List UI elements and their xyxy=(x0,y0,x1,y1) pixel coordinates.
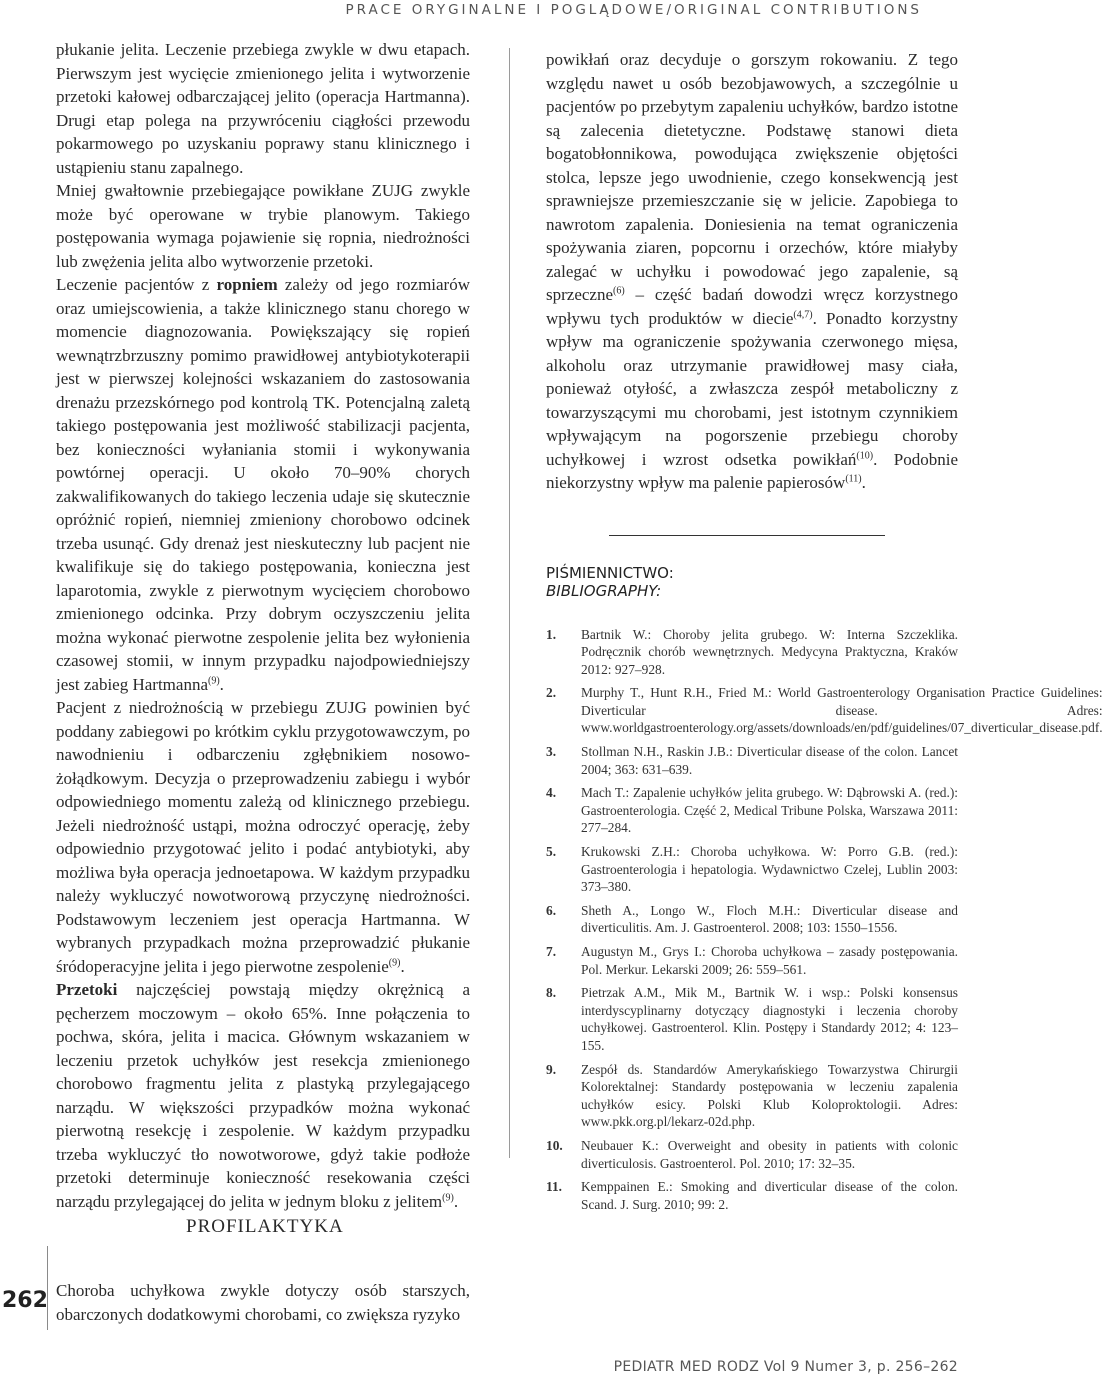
reference-number: 6. xyxy=(546,902,557,918)
reference-number: 2. xyxy=(546,685,557,701)
reference-text: Sheth A., Longo W., Floch M.H.: Diverticular disease and diverticulitis. Am. J. Gastroenterol. 2008; 103: 1550–1556. xyxy=(581,902,958,936)
citation-ref: (9) xyxy=(442,1191,454,1203)
reference-item xyxy=(546,984,958,1054)
text-run: . xyxy=(219,674,224,694)
reference-item xyxy=(546,626,958,679)
reference-number: 3. xyxy=(546,744,557,760)
reference-number: 9. xyxy=(546,1061,557,1077)
reference-number: 7. xyxy=(546,944,557,959)
citation-ref: (11) xyxy=(845,473,862,485)
reference-number: 11. xyxy=(546,1179,562,1195)
reference-text: Zespół ds. Standardów Amerykańskiego Towarzystwa Chirurgii Kolorektalnej: Standardy postępowania w leczeniu zapalenia uchyłków esicy. Polski Klub Koloproktologii. Adres: www.pkk.org.pl/lekarz-02d.php. xyxy=(581,1061,958,1130)
text-run: płukanie jelita. Leczenie przebiega zwykle w dwu etapach. Pierwszym jest wycięcie zmienionego jelita i wytworzenie przetoki kałowej odbarczającej jelito (operacja Hartmanna). Drugi etap polega na przywróceniu ciągłości przewodu pokarmowego po uzyskaniu poprawy stanu klinicznego i ustąpieniu stanu zapalnego. xyxy=(56,40,470,177)
reference-item xyxy=(546,902,958,937)
bold-term: ropniem xyxy=(216,275,278,294)
citation-ref: (6) xyxy=(613,285,625,297)
text-run: . xyxy=(400,956,405,976)
paragraph xyxy=(56,179,470,273)
reference-item xyxy=(546,784,958,837)
paragraph xyxy=(56,696,470,978)
reference-text: Neubauer K.: Overweight and obesity in patients with colonic diverticulosis. Gastroenterol. Pol. 2010; 17: 32–35. xyxy=(581,1137,958,1171)
text-run: . xyxy=(453,1191,459,1211)
bibliography-title-en: BIBLIOGRAPHY: xyxy=(546,581,662,600)
reference-number: 4. xyxy=(546,785,557,801)
citation-ref: (9) xyxy=(388,956,401,968)
text-run: . Podobnie niekorzystny wpływ ma palenie papierosów xyxy=(546,449,958,492)
references-rule xyxy=(609,535,885,536)
bibliography-title-pl: PIŚMIENNICTWO: xyxy=(546,563,674,582)
section-title-profilaktyka: PROFILAKTYKA xyxy=(186,1216,344,1237)
reference-text: Krukowski Z.H.: Choroba uchyłkowa. W: Porro G.B. (red.): Gastroenterologia i hepatologia. Wydawnictwo Czelej, Lublin 2003: 373–380. xyxy=(581,844,958,895)
text-run: Leczenie pacjentów z xyxy=(56,275,217,294)
reference-text: Pietrzak A.M., Mik M., Bartnik W. i wsp.: Polski konsensus interdyscyplinarny dotyczący diagnostyki i leczenia choroby uchyłkowej. Gastroenterol. Klin. Postępy i Standardy 2012; 4: 123–155. xyxy=(581,985,958,1053)
text-run: Mniej gwałtownie przebiegające powikłane ZUJG zwykle może być operowane w trybie planowym. Takiego postępowania wymaga pojawienie się ropnia, niedrożności lub zwężenia jelita albo wytworzenie przetoki. xyxy=(56,181,470,271)
reference-item xyxy=(546,943,958,978)
column-divider xyxy=(509,48,510,1158)
reference-item xyxy=(546,843,958,896)
text-run: . xyxy=(861,473,866,492)
reference-text: Stollman N.H., Raskin J.B.: Diverticular disease of the colon. Lancet 2004; 363: 631–639. xyxy=(581,744,958,777)
reference-number: 1. xyxy=(546,626,557,642)
reference-text: Murphy T., Hunt R.H., Fried M.: World Gastroenterology Organisation Practice Guidelines: Diverticular disease. Adres: www.worldgastroenterology.org/assets/downloads/en/pdf/guidelines/07_diverticular_disease.pdf. xyxy=(581,685,1103,736)
citation-ref: (9) xyxy=(208,674,220,686)
text-run: zależy od jego rozmiarów oraz umiejscowienia, a także klinicznego stanu chorego w momencie diagnozowania. Powiększający się ropień wewnątrzbrzuszny pomimo prawidłowej antybiotykoterapii jest w pierwszej kolejności wskazaniem do zastosowania drenażu przezskórnego pod kontrolą TK. Potencjalną zaletą takiego postępowania jest możliwość stabilizacji pacjenta, bez konieczności wyłaniania stomii i wykonywania powtórnej operacji. U około 70–90% chorych zakwalifikowanych do takiego leczenia udaje się skutecznie opróżnić ropień, niemniej zmieniony chorobowo odcinek trzeba usunąć. Gdy drenaż jest nieskuteczny lub pacjent nie kwalifikuje się do takiego postępowania, konieczna jest laparotomia, zwykle z pierwotnym wycięciem chorobowo zmienionego odcinka. Przy dobrym oczyszczeniu jelita można wykonać pierwotne zespolenie jelita bez wyłonienia czasowej stomii, w innym przypadku najodpowiedniejszy jest zabieg Hartmanna xyxy=(56,275,470,694)
reference-number: 5. xyxy=(546,844,557,860)
reference-item xyxy=(546,743,958,778)
reference-item xyxy=(546,1178,958,1213)
paragraph xyxy=(546,48,958,495)
reference-text: Mach T.: Zapalenie uchyłków jelita grubego. W: Dąbrowski A. (red.): Gastroenterologia. Część 2, Medical Tribune Polska, Warszawa 2011: 277–284. xyxy=(581,785,958,836)
paragraph xyxy=(56,978,470,1213)
text-run: najczęściej powstają między okrężnicą a pęcherzem moczowym – około 65%. Inne połączenia to pochwa, skóra, jelita i macica. Głównym wskazaniem w leczeniu przetok uchyłków jest resekcja zmienionego chorobowo fragmentu jelita z plastyką przylegającego narządu. W większości przypadków można wykonać pierwotną resekcję i zespolenie. W każdym przypadku trzeba wykluczyć tło nowotworowe, gdyż takie podłoże przetoki determinuje konieczność resekowania części narządu przylegającej do jelita w jednym bloku z jelitem xyxy=(56,980,470,1211)
reference-text: Bartnik W.: Choroby jelita grubego. W: Interna Szczeklika. Podręcznik chorób wewnętrznych. Medycyna Praktyczna, Kraków 2012: 927–928. xyxy=(581,626,958,677)
text-run: – część badań dowodzi wręcz korzystnego wpływu tych produktów w diecie xyxy=(546,285,958,328)
paragraph xyxy=(56,38,470,179)
reference-number: 10. xyxy=(546,1137,563,1153)
reference-item xyxy=(546,684,1103,737)
reference-text: Augustyn M., Grys I.: Choroba uchyłkowa – zasady postępowania. Pol. Merkur. Lekarski 2009; 26: 559–561. xyxy=(581,944,958,977)
citation-ref: (4,7) xyxy=(793,308,813,320)
right-column xyxy=(546,48,1103,1219)
text-run: Pacjent z niedrożnością w przebiegu ZUJG powinien być poddany zabiegowi po krótkim cyklu przygotowawczym, po nawodnieniu i odbarczeniu zgłębnikiem nosowo-żołądkowym. Decyzja o przeprowadzeniu zabiegu i wybór odpowiedniego momentu zależą od klinicznego przebiegu. Jeżeli niedrożność ustąpi, można odroczyć operację, żeby odpowiednio przygotować jelito i podać antybiotyki, aby możliwa była operacja jednoetapowa. W każdym przypadku należy wykluczyć nowotworową przyczynę niedrożności. Podstawowym leczeniem jest operacja Hartmanna. W wybranych przypadkach można przeprowadzić płukanie śródoperacyjne jelita i jego pierwotne zespolenie xyxy=(56,698,470,976)
page-number: 262 xyxy=(2,1288,48,1313)
reference-item xyxy=(546,1137,958,1172)
reference-item xyxy=(546,1061,958,1131)
reference-text: Kemppainen E.: Smoking and diverticular disease of the colon. Scand. J. Surg. 2010; 99: 2. xyxy=(581,1179,958,1212)
paragraph-profilaktyka xyxy=(56,1279,470,1327)
citation-ref: (10) xyxy=(856,449,874,461)
reference-list xyxy=(546,626,1103,1214)
text-run: Choroba uchyłkowa zwykle dotyczy osób starszych, obarczonych dodatkowymi chorobami, co zwiększa ryzyko xyxy=(56,1281,470,1324)
running-head: PRACE ORYGINALNE I POGLĄDOWE/ORIGINAL CONTRIBUTIONS xyxy=(345,2,922,18)
bold-term: Przetoki xyxy=(56,980,118,999)
footer-citation: PEDIATR MED RODZ Vol 9 Numer 3, p. 256–262 xyxy=(613,1359,958,1375)
text-run: . Ponadto korzystny wpływ ma ograniczenie spożywania czerwonego mięsa, alkoholu oraz utrzymanie prawidłowej masy ciała, ponieważ otyłość, a zwłaszcza zespół metaboliczny z towarzyszącymi mu chorobami, jest istotnym czynnikiem wpływającym na pogorszenie przebiegu choroby uchyłkowej i wzrost odsetka powikłań xyxy=(546,308,958,469)
reference-number: 8. xyxy=(546,985,557,1001)
paragraph xyxy=(56,273,470,696)
text-run: powikłań oraz decyduje o gorszym rokowaniu. Z tego względu nawet u osób bezobjawowych, a szczególnie u pacjentów po przebytym zapaleniu uchyłków, bardzo istotne są zalecenia dietetyczne. Podstawę stanowi dieta bogatobłonnikowa, powodująca zwiększenie objętości stolca, lepsze jego uwodnienie, czego konsekwencją jest sprawniejsze przemieszczanie się w jelicie. Zapobiega to nawrotom zapalenia. Doniesienia na temat ograniczenia spożywania ziaren, popcornu i orzechów, które miałyby zalegać w uchyłku i powodować jego zapalenie, są sprzeczne xyxy=(546,50,958,304)
bibliography-title xyxy=(546,564,958,600)
left-column xyxy=(56,38,470,1213)
